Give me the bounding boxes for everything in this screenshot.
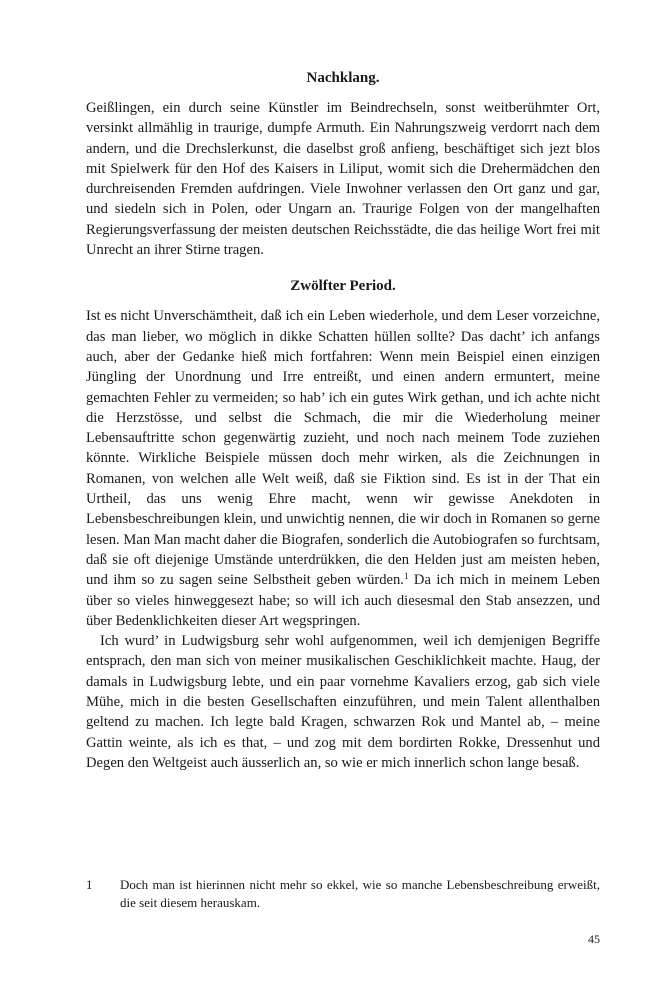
paragraph-period-1 xyxy=(86,306,600,631)
footnote-marker: 1 xyxy=(403,571,409,582)
footnote-number: 1 xyxy=(86,877,93,892)
page-body xyxy=(86,68,600,773)
paragraph-nachklang: Geißlingen, ein durch seine Künstler im Beindrechseln, sonst weitberühmter Ort, versinkt allmählig in traurige, dumpfe Armuth. Ein Nahrungszweig verdorrt nach dem andern, und die Drechslerkunst, die daselbst groß anfieng, beschäftiget sich jezt blos mit Spielwerk für den Hof des Kaisers in Liliput, womit sich die Drehermädchen den durchreisenden Fremden aufdringen. Viele Inwohner verlassen den Ort ganz und gar, und siedeln sich in Polen, oder Ungarn an. Traurige Folgen von der mangelhaften Regierungsverfassung der meisten deutschen Reichsstädte, die das heilige Wort frei mit Unrecht an ihrer Stirne tragen. xyxy=(86,100,600,259)
section-heading-zwoelfter-period: Zwölfter Period. xyxy=(290,278,396,295)
footnote-text: Doch man ist hierinnen nicht mehr so ekkel, wie so manche Lebensbeschreibung erweißt, die seit diesem herauskam. xyxy=(120,877,600,910)
paragraph-period-1-text-b: Da ich mich in meinem Leben über so vieles hinweggesezt habe; so will ich auch diesesmal den Stab ansezzen, und über Bedenklichkeiten dieser Art wegspringen. xyxy=(86,572,600,629)
paragraph-period-2: Ich wurd’ in Ludwigsburg sehr wohl aufgenommen, weil ich demjenigen Begriffe entsprach, den man sich von meiner musikalischen Geschiklichkeit machte. Haug, der damals in Ludwigsburg lebte, und ein paar vornehme Kavaliers erzog, gab sich viele Mühe, mich in die besten Gesellschaften einzuführen, und mein Talent allenthalben geltend zu machen. Ich legte bald Kragen, schwarzen Rok und Mantel ab, – meine Gattin weinte, als ich es that, – und zog mit dem bordirten Rokke, Dressenhut und Degen den Weltgeist auch äusserlich an, so wie er mich innerlich schon lange besaß. xyxy=(86,633,600,771)
footnote xyxy=(86,876,600,912)
page-number: 45 xyxy=(588,932,600,946)
section-heading-nachklang: Nachklang. xyxy=(306,70,380,86)
paragraph-period-1-text-a: Ist es nicht Unverschämtheit, daß ich ein Leben wiederhole, und dem Leser vorzeichne, das man lieber, wo möglich in dikke Schatten hüllen sollte? Das dacht’ ich anfangs auch, aber der Gedanke hieß mich fortfahren: Wenn mein Beispiel einen einzigen Jüngling der Unordnung und Irre entreißt, und einen andern ermuntert, meine gemachten Fehler zu vermeiden; so hab’ ich ein gutes Wirk gethan, und ich achte nicht die Herzstösse, und selbst die Schmach, die mir die Wiederholung meiner Lebensauftritte schon gegenwärtig zuzieht, und noch nach meinem Tode zuziehen könnte. Wirkliche Beispiele müssen doch mehr wirken, als die Zeichnungen in Romanen, von welchen alle Welt weiß, daß sie Fiktion sind. Es ist in der That ein Urtheil, das uns wenig Ehre macht, wenn wir gewisse Anekdoten in Lebensbeschreibungen klein, und unwichtig nennen, die wir doch in Romanen so gerne lesen. Man Man macht daher die Biografen, sonderlich die Autobiografen so furchtsam, daß sie oft diejenige Umstände unterdrükken, die den Helden just am meisten heben, und ihm so zu sagen seine Selbstheit geben würden. xyxy=(86,308,600,589)
